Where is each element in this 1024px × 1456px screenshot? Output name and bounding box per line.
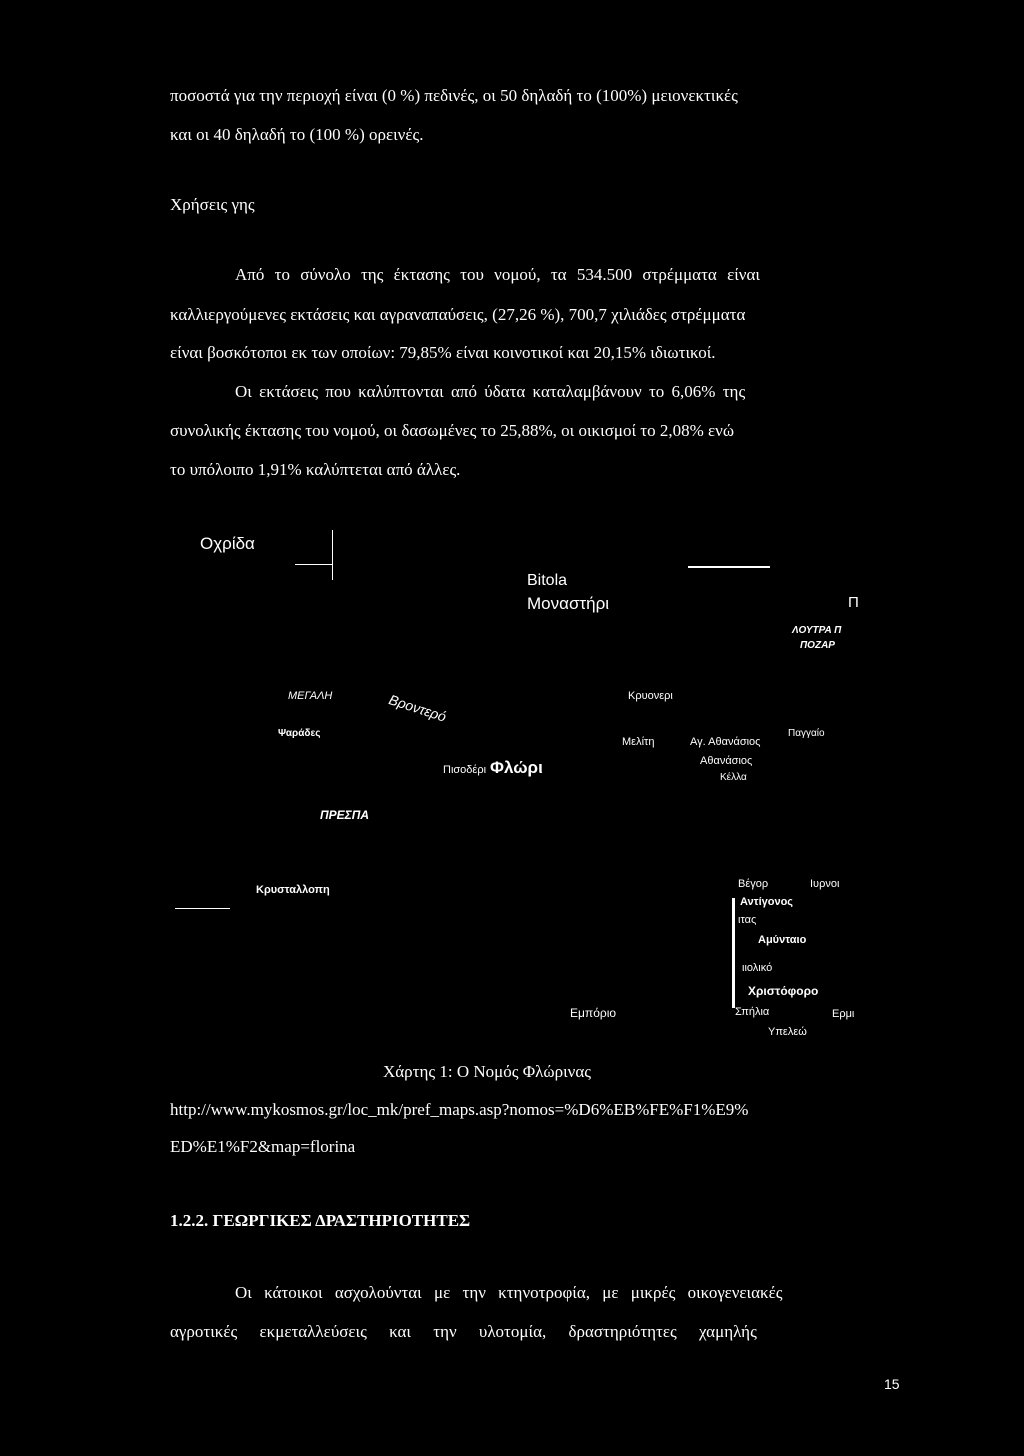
source-url-line: http://www.mykosmos.gr/loc_mk/pref_maps.asp?nomos=%D6%EB%FE%F1%E9% <box>170 1100 749 1119</box>
map-border-line <box>732 898 735 1008</box>
map-label-emporio: Εμπόριο <box>570 1006 617 1020</box>
map-label-kovaos: Κρυονερι <box>628 690 673 702</box>
map-label-prespa: ΠΡΕΣΠΑ <box>320 808 369 822</box>
map-label-psarades: Ψαράδες <box>278 728 321 739</box>
map-caption: Χάρτης 1: Ο Νομός Φλώρινας <box>383 1062 591 1081</box>
map-label-polyko: ιιολικό <box>742 962 773 974</box>
map-label-vevi: Βέγορ <box>738 878 769 890</box>
map-label-kristallopigi: Κρυσταλλοπη <box>256 884 330 896</box>
body-text-line: αγροτικές εκμεταλλεύσεις και την υλοτομία, δραστηριότητες χαμηλής <box>170 1322 757 1341</box>
map-label-pisoderi: Πισοδέρι <box>443 764 487 776</box>
map-label-ag-athanasios: Αγ. Αθανάσιος <box>690 736 761 748</box>
map-label-amyntaio: Αμύνταιο <box>758 934 807 946</box>
body-text-line: ποσοστά για την περιοχή είναι (0 %) πεδινές, οι 50 δηλαδή το (100%) μειονεκτικές <box>170 86 738 105</box>
map-label-monastiri: Μοναστήρι <box>527 594 610 613</box>
map-label-lypnoi: Ιυρνοι <box>810 878 840 890</box>
body-text-line: Οι εκτάσεις που καλύπτονται από ύδατα καταλαμβάνουν το 6,06% της <box>235 382 746 401</box>
map-label-antigonos: Αντίγονος <box>740 896 794 908</box>
map-label-ypeleo: Υπελεώ <box>768 1026 807 1038</box>
map-border-line <box>688 566 770 568</box>
map-label-melitis: Μελίτη <box>622 736 655 748</box>
map-label-bitola: Bitola <box>527 572 568 589</box>
map-label-n: Π <box>848 594 859 611</box>
map-border-line <box>332 530 333 580</box>
map-label-florina: Φλώρι <box>490 758 543 777</box>
body-text-line: Από το σύνολο της έκτασης του νομού, τα 534.500 στρέμματα είναι <box>235 265 760 284</box>
body-text-line: είναι βοσκότοποι εκ των οποίων: 79,85% είναι κοινοτικοί και 20,15% ιδιωτικοί. <box>170 343 716 362</box>
map-label-athanasios: Αθανάσιος <box>700 755 753 767</box>
body-text-line: και οι 40 δηλαδή το (100 %) ορεινές. <box>170 125 424 144</box>
map-label-ochrida: Οχρίδα <box>200 534 255 553</box>
section-title: Χρήσεις γης <box>170 195 255 214</box>
map-label-pozar: ΠΟΖΑΡ <box>800 640 835 651</box>
map-label-christoforos: Χριστόφορο <box>748 984 819 998</box>
section-heading: 1.2.2. ΓΕΩΡΓΙΚΕΣ ΔΡΑΣΤΗΡΙΟΤΗΤΕΣ <box>170 1211 471 1230</box>
map-border-line <box>175 908 230 909</box>
body-text-line: συνολικής έκτασης του νομού, οι δασωμένες το 25,88%, οι οικισμοί το 2,08% ενώ <box>170 421 735 440</box>
body-text-line: Οι κάτοικοι ασχολούνται με την κτηνοτροφία, με μικρές οικογενειακές <box>235 1283 783 1302</box>
map-label-loutra: ΛΟΥΤΡΑ Π <box>792 625 842 636</box>
body-text-line: καλλιεργούμενες εκτάσεις και αγραναπαύσεις, (27,26 %), 700,7 χιλιάδες στρέμματα <box>170 305 746 324</box>
map-border-line <box>295 564 333 565</box>
map-label-kella: Κέλλα <box>720 772 747 783</box>
map-label-spilia: Σπήλια <box>735 1006 770 1018</box>
source-url-line: ED%E1%F2&map=florina <box>170 1137 356 1156</box>
map-label-ermi: Ερμι <box>832 1008 855 1020</box>
page-number: 15 <box>884 1376 900 1392</box>
map-florina <box>160 510 900 1070</box>
map-label-vrontero: Βροντερό <box>386 691 449 725</box>
map-label-megali: ΜΕΓΑΛΗ <box>288 690 333 702</box>
body-text-line: το υπόλοιπο 1,91% καλύπτεται από άλλες. <box>170 460 461 479</box>
map-label-itas: ιτας <box>738 914 757 926</box>
map-label-pagonia: Παγγαίο <box>788 728 825 739</box>
